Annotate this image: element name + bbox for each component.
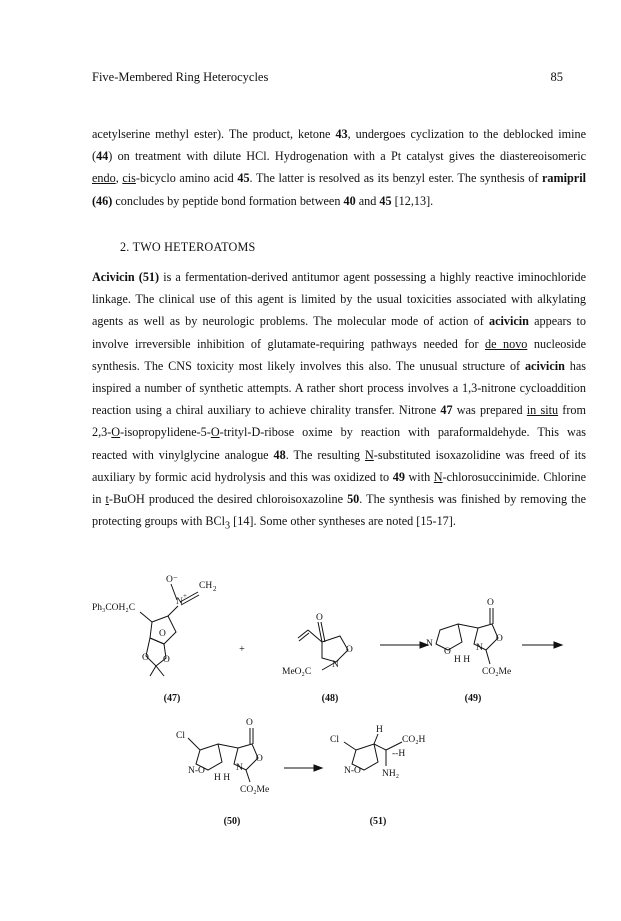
text-run: acetylserine methyl ester). The product, ketone (92, 127, 336, 141)
bond-49-link (458, 624, 478, 628)
text-run: [14]. Some other syntheses are noted [15-17]. (230, 514, 456, 529)
label-50: (50) (223, 816, 241, 827)
bond-vinyl-2 (298, 630, 308, 638)
atom-ph3coh2c: Ph₃COH₂C (92, 603, 136, 613)
atom-nh2-51: NH₂ (382, 769, 400, 779)
ring-48 (322, 636, 348, 662)
text-run: -BuOH produced the desired chloroisoxazoline (108, 492, 348, 507)
atom-o-49-ring: O (496, 634, 503, 644)
compound-ref: 47 (440, 403, 453, 418)
atom-no-50: N-O (188, 766, 205, 776)
arrow-3-head (314, 765, 322, 771)
atom-o-49-isox: O (444, 647, 451, 657)
compound-ref: 40 (343, 193, 356, 208)
text-run: from 2,3- (92, 403, 586, 440)
atom-o-49-carbonyl: O (487, 598, 494, 608)
bond-isopropylidene-2 (156, 666, 164, 676)
text-run: . The resulting (285, 447, 365, 462)
compound-ref: 44 (96, 149, 109, 164)
compound-name: Acivicin (51) (92, 270, 160, 284)
atom-ch-sub: 2 (213, 585, 217, 593)
label-51: (51) (369, 816, 387, 827)
atom-o-diox-1: O (142, 653, 149, 663)
bond-vinyl-2-double (299, 633, 309, 641)
atom-n-50: N (236, 763, 243, 773)
atom-hh-50: H H (214, 773, 231, 783)
atom-n-48: N (332, 660, 339, 670)
text-run: -trityl-D-ribose oxime by reaction with paraformaldehyde. This was reacted with vinylglycine analogue (92, 425, 586, 462)
compound-name: acivicin (489, 314, 529, 329)
italic-term: in situ (526, 403, 559, 418)
header-title: Five-Membered Ring Heterocycles (92, 70, 269, 84)
label-48: (48) (321, 693, 339, 704)
compound-ref: 48 (273, 447, 286, 462)
atom-o-diox-2: O (163, 655, 170, 665)
atom-n-49-ring: N (426, 639, 433, 649)
text-run: with (404, 469, 434, 484)
atom-hh-49: H H (454, 655, 471, 665)
compound-ref: 49 (392, 469, 405, 484)
bond-49-co2me (486, 650, 490, 664)
atom-n-plus: N (176, 597, 183, 607)
atom-o-48-carbonyl: O (316, 613, 323, 623)
text-run: . The synthesis was finished by removing the protecting groups with BCl (92, 492, 587, 529)
text-run: is a fermentation-derived antitumor agent possessing a highly reactive iminochloride linkage. The clinical use of this agent is limited by the usual toxicities associated with alkylating agents as well as by neurologic problems. The molecular mode of action of (92, 270, 586, 329)
italic-term: de novo (485, 336, 528, 351)
text-run: has inspired a number of synthetic attempts. A rather short process involves a 1,3-nitrone cycloaddition reaction using a chiral auxiliary to achieve chirality transfer. Nitrone (92, 358, 587, 418)
text-run: appears to involve irreversible inhibition of glutamate-requiring pathways needed for (92, 314, 586, 351)
italic-term: O (111, 425, 121, 440)
plus-sign: + (239, 644, 245, 655)
compound-name: acivicin (524, 358, 565, 373)
compound-ref: 45 (379, 193, 392, 208)
bond-isopropylidene-1 (150, 666, 156, 676)
paragraph-2 (92, 266, 586, 538)
atom-co2me-49: CO₂Me (482, 667, 512, 677)
text-run: , (115, 171, 123, 186)
text-run: , undergoes cyclization to the deblocked imine ( (92, 127, 586, 164)
label-47: (47) (163, 693, 181, 704)
compound-ref: 45 (237, 171, 250, 186)
bond-c-ch2o (140, 612, 152, 622)
atom-co2me-50: CO₂Me (240, 785, 270, 795)
italic-term: cis (122, 171, 136, 186)
atom-ch: CH (199, 581, 213, 591)
text-run: concludes by peptide bond formation between (112, 193, 344, 208)
compound-ref: 50 (347, 492, 360, 507)
section-heading: 2. TWO HETEROATOMS (120, 240, 256, 254)
atom-no-51: N-O (344, 766, 361, 776)
atom-cl-50: Cl (176, 731, 185, 741)
bond-51-calpha (374, 744, 386, 750)
atom-o-48-ring: O (346, 645, 353, 655)
bond-50-link (218, 744, 238, 748)
arrow-2-head (554, 642, 562, 648)
text-run: . The latter is resolved as its benzyl ester. The synthesis of (249, 171, 542, 186)
text-run: [12,13]. (391, 193, 434, 208)
bond-51-cl (344, 742, 356, 750)
structure-48 (298, 622, 348, 670)
text-run: nucleoside synthesis. The CNS toxicity most likely involves this also. The unusual structure of (92, 336, 586, 373)
text-run: -substituted isoxazolidine was freed of its auxiliary by formic acid hydrolysis and this was oxidized to (92, 447, 586, 484)
atom-h-51: H (376, 725, 383, 735)
text-run: -bicyclo amino acid (135, 171, 238, 186)
italic-term: t (105, 492, 109, 507)
atom-o-50-ring: O (256, 754, 263, 764)
bond-50-cl (188, 738, 200, 750)
italic-term: endo (92, 171, 116, 186)
italic-term: N (364, 447, 374, 462)
label-49: (49) (464, 693, 482, 704)
paragraph-1 (92, 123, 586, 212)
text-run: -chlorosuccinimide. Chlorine in (92, 469, 586, 507)
bond-51-h (374, 734, 378, 744)
text-run: was prepared (452, 403, 527, 418)
italic-term: O (210, 425, 220, 440)
text-run: ) on treatment with dilute HCl. Hydrogenation with a Pt catalyst gives the diastereoisomeric (108, 149, 586, 164)
atom-h-51-stereo: --H (392, 749, 406, 759)
compound-name: ramipril (46) (92, 171, 586, 208)
reaction-scheme (0, 570, 621, 840)
compound-ref: 43 (335, 127, 348, 141)
atom-n-charge: + (183, 592, 187, 600)
atom-cl-51: Cl (330, 735, 339, 745)
atom-n-49: N (476, 643, 483, 653)
text-run: -isopropylidene-5- (120, 425, 211, 440)
atom-o-ring-47: O (159, 629, 166, 639)
bond-c-n (168, 606, 178, 616)
text-run: and (355, 193, 380, 208)
atom-meo2c-48: MeO₂C (282, 667, 312, 677)
italic-term: N (433, 469, 443, 484)
atom-o-50-carbonyl: O (246, 718, 253, 728)
bond-50-co2me (246, 770, 250, 782)
subscript: 3 (225, 520, 231, 532)
atom-co2h-51: CO₂H (402, 735, 426, 745)
atom-o-minus: O⁻ (166, 575, 178, 585)
page-number: 85 (550, 70, 563, 84)
